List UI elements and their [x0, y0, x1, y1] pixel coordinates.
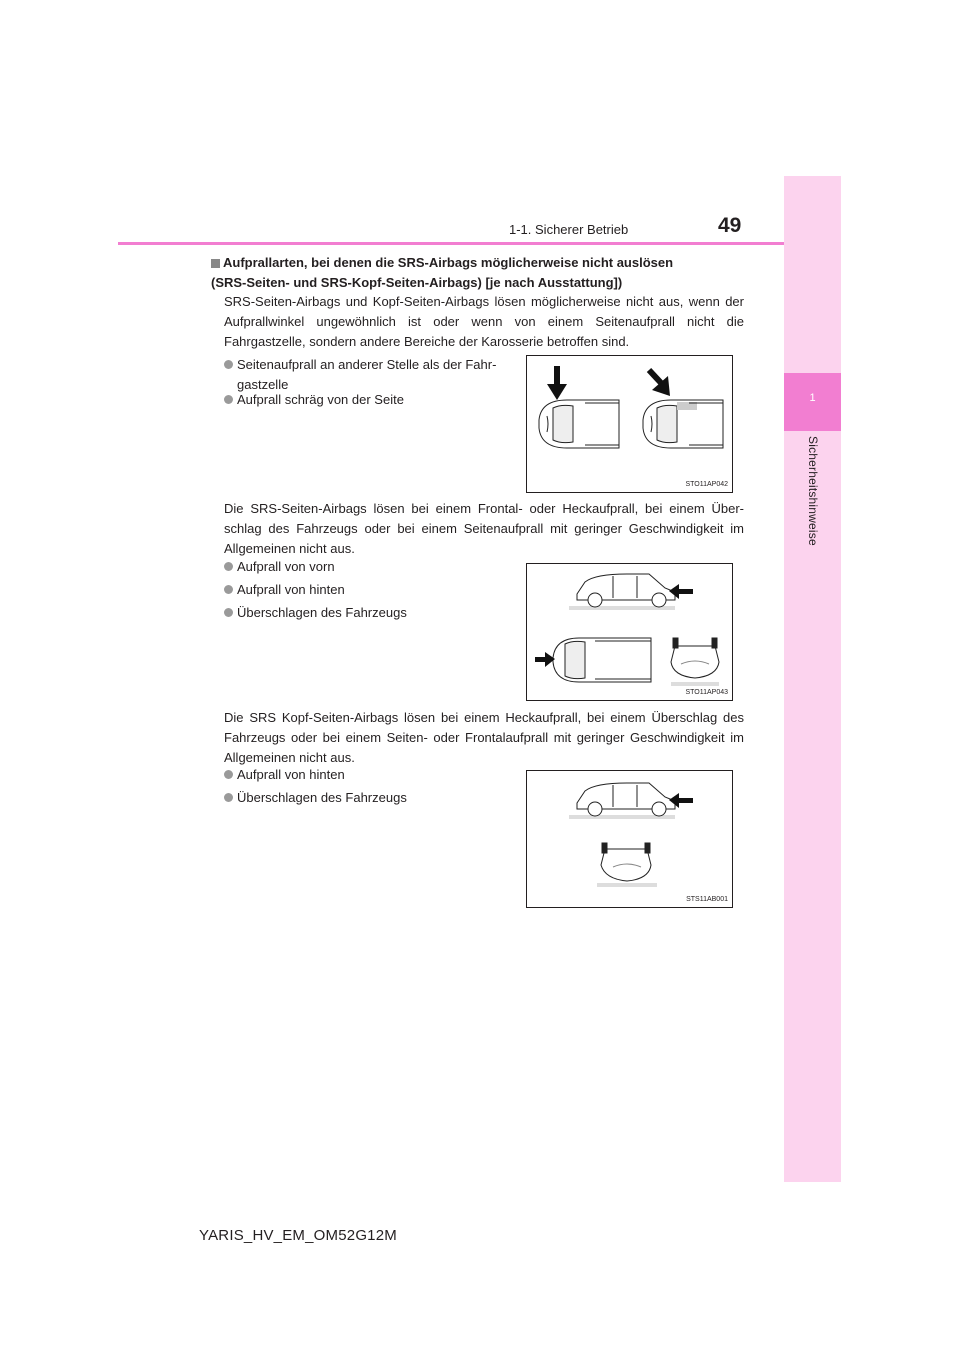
list-item: Überschlagen des Fahrzeugs: [224, 603, 407, 623]
paragraph-side-airbags-frontal: Die SRS-Seiten-Airbags lösen bei einem Frontal- oder Heckaufprall, bei einem Über-schlag des Fahrzeugs oder bei einem Seitenaufprall mit geringer Geschwindigkeit im Allgemeinen nicht aus.: [224, 501, 744, 556]
car-top-view-left: [539, 400, 619, 448]
list-item: Aufprall von hinten: [224, 580, 345, 600]
car-rollover-view: [597, 843, 657, 887]
bullet-icon: [224, 395, 233, 404]
list-item: Überschlagen des Fahrzeugs: [224, 788, 407, 808]
bullet-icon: [224, 793, 233, 802]
figure-side-impact: [526, 355, 733, 493]
rear-rollover-illustration: [527, 771, 732, 907]
bullet-icon: [224, 562, 233, 571]
bullet-icon: [224, 770, 233, 779]
heading-line-1: Aufprallarten, bei denen die SRS-Airbags möglicherweise nicht auslösen: [223, 255, 674, 270]
side-impact-illustration: [527, 356, 732, 492]
list-item: Aufprall von hinten: [224, 765, 345, 785]
heading-line-2: (SRS-Seiten- und SRS-Kopf-Seiten-Airbags) [je nach Ausstattung]): [211, 275, 623, 290]
section-title: 1-1. Sicherer Betrieb: [509, 222, 629, 237]
car-top-view: [553, 638, 651, 682]
front-rear-rollover-illustration: [527, 564, 732, 700]
figure-rear-rollover: [526, 770, 733, 908]
car-side-view: [569, 574, 675, 610]
page-number: 49: [718, 214, 742, 237]
arrow-front-icon: [535, 652, 555, 667]
figure-code: STS11AB001: [686, 896, 728, 903]
figure-code: STO11AP043: [685, 689, 728, 696]
chapter-side-band: [784, 176, 841, 1182]
paragraph-curtain-airbags: Die SRS Kopf-Seiten-Airbags lösen bei einem Heckaufprall, bei einem Überschlag des Fahrzeugs oder bei einem Seiten- oder Frontalaufprall mit geringer Geschwindigkeit im Allgemeinen nicht aus.: [224, 710, 744, 765]
bullet-icon: [224, 608, 233, 617]
arrow-down-icon: [547, 366, 567, 400]
bullet-icon: [224, 360, 233, 369]
list-item: Aufprall schräg von der Seite: [224, 390, 404, 410]
bullet-icon: [224, 585, 233, 594]
header-rule: [118, 242, 784, 245]
document-code: YARIS_HV_EM_OM52G12M: [199, 1227, 397, 1244]
list-item: Aufprall von vorn: [224, 557, 335, 577]
figure-code: STO11AP042: [685, 481, 728, 488]
car-rollover-view: [671, 638, 719, 686]
square-bullet-icon: [211, 259, 220, 268]
car-side-view: [569, 783, 675, 819]
chapter-number: 1: [809, 392, 816, 404]
car-top-view-right: [643, 400, 723, 448]
arrow-diagonal-icon: [649, 370, 670, 396]
list-item: Seitenaufprall an anderer Stelle als der Fahr-gastzelle: [224, 355, 514, 395]
section-heading: [211, 253, 751, 293]
paragraph-side-airbags: SRS-Seiten-Airbags und Kopf-Seiten-Airbags lösen möglicherweise nicht aus, wenn der Aufprallwinkel ungewöhnlich ist oder wenn von einem Seitenaufprall nicht die Fahrgastzelle, sondern andere Bereiche der Karosserie betroffen sind.: [224, 294, 744, 349]
chapter-title: Sicherheitshinweise: [806, 436, 820, 546]
figure-front-rear-rollover: [526, 563, 733, 701]
